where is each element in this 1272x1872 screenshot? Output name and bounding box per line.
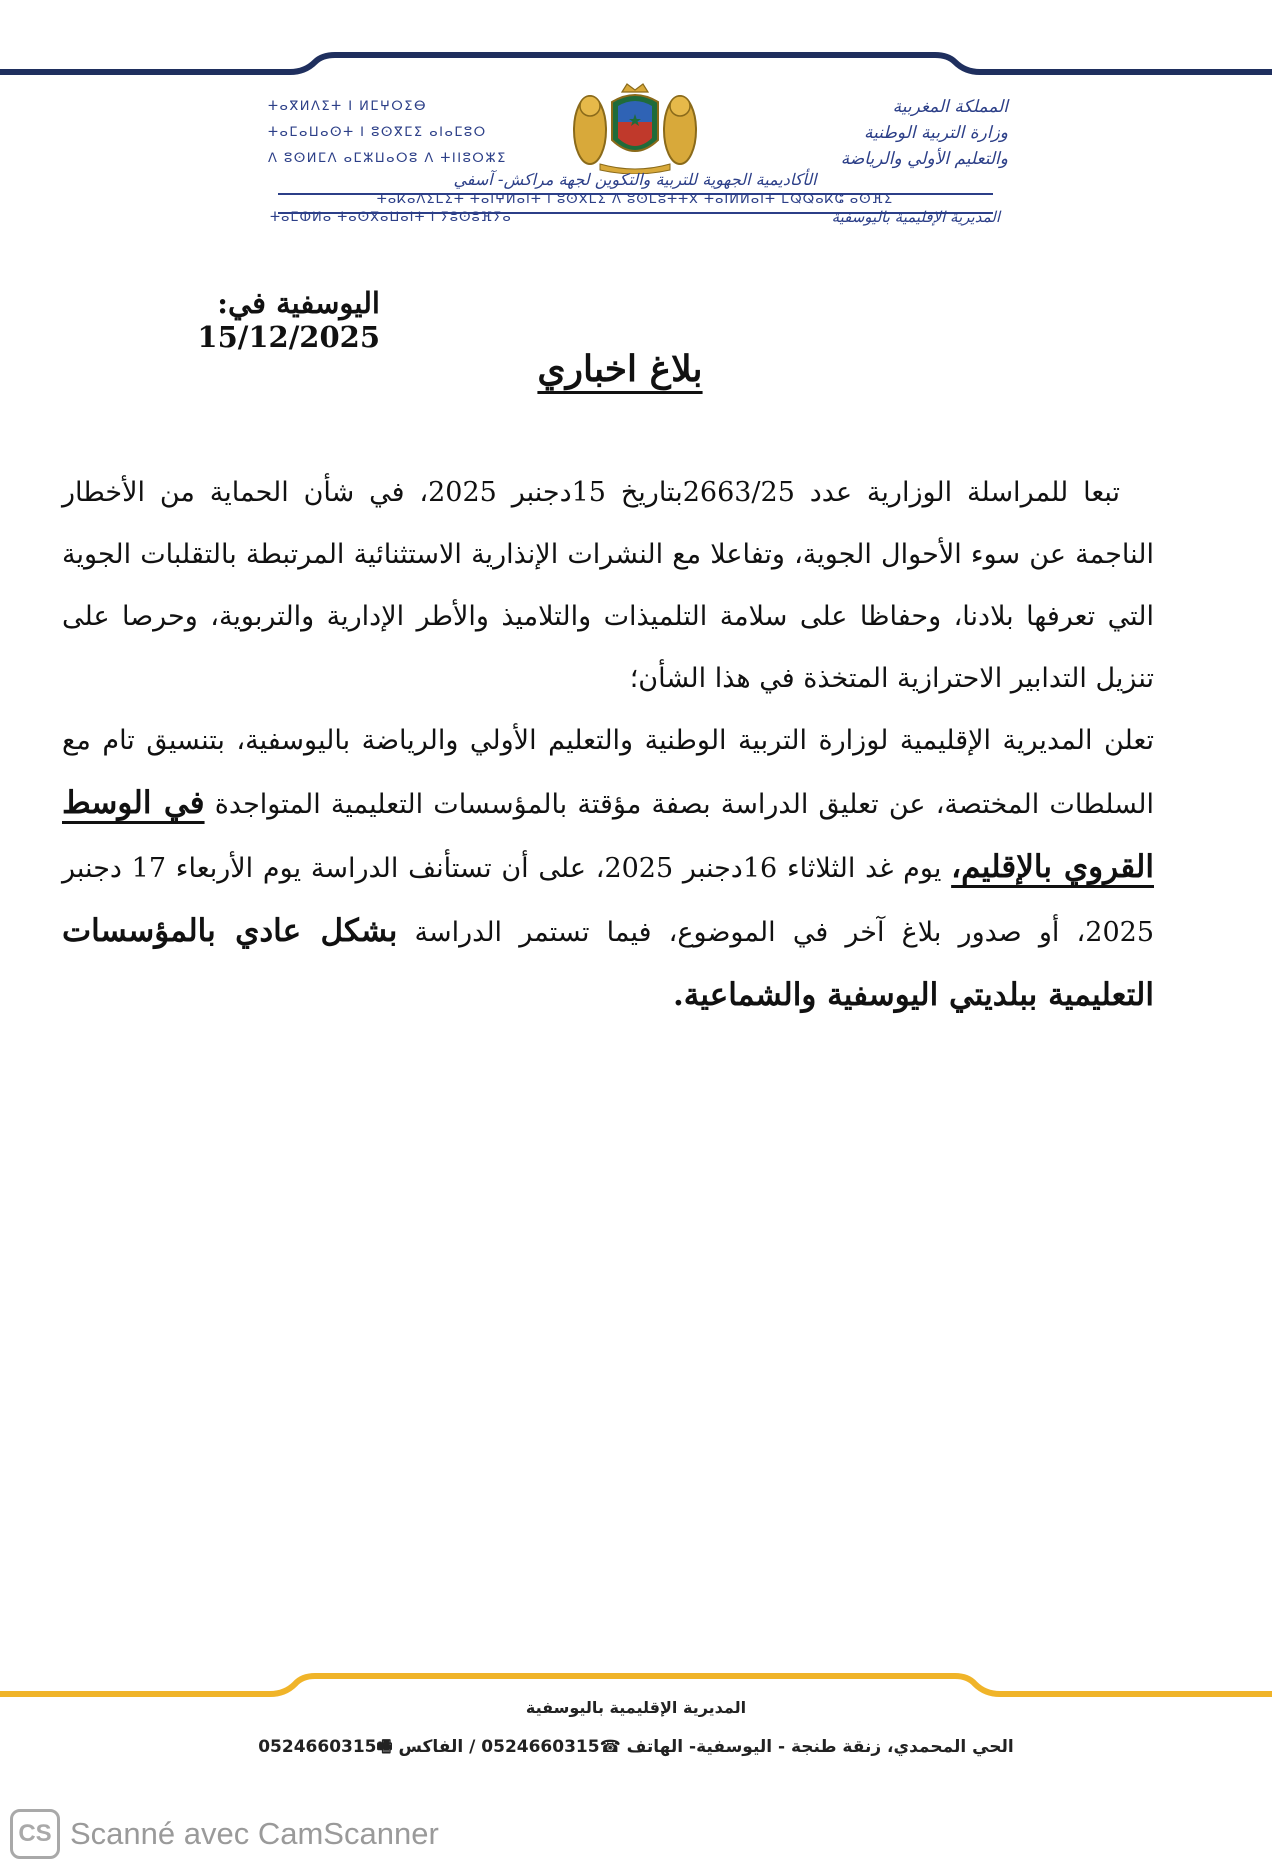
footer-contact: الحي المحمدي، زنقة طنجة - اليوسفية- الهاتف ☎0524660315 / الفاكس 🖷0524660315 [258, 1737, 1014, 1757]
header-band [0, 40, 1272, 80]
header-tifinagh-block [268, 94, 548, 172]
document-date: اليوسفية في: 15/12/2025 [197, 286, 380, 354]
header-kingdom-line: المملكة المغربية [892, 97, 1008, 117]
header-tifinagh-line: ⴷ ⵓⵙⵍⵎⴷ ⴰⵎⵣⵡⴰⵔⵓ ⴷ ⵜⵏⵏⵓⵔⵣⵉ [268, 151, 507, 166]
header-ministry-line-2: والتعليم الأولي والرياضة [840, 149, 1008, 169]
header-tifinagh-line: ⵜⴰⴳⵍⴷⵉⵜ ⵏ ⵍⵎⵖⵔⵉⴱ [268, 99, 428, 114]
header-academy-line: الأكاديمية الجهوية للتربية والتكوين لجهة مراكش- آسفي [453, 170, 817, 189]
body-paragraph-2 [62, 710, 1154, 1028]
footer-title: المديرية الإقليمية باليوسفية [525, 1698, 747, 1717]
header-arabic-block [726, 94, 1008, 172]
document-body [62, 462, 1154, 1028]
header-academy-tifinagh: ⵜⴰⴽⴰⴷⵉⵎⵉⵜ ⵜⴰⵏⵖⵍⴰⵏⵜ ⵏ ⵓⵙⴳⵎⵉ ⴷ ⵓⵙⵎⵓⵜⵜⴳ ⵜⴰⵏⵍⵍⴰⵏⵜ ⵎⵕⵕⴰⴽⵛ ⴰⵙⴼⵉ [376, 192, 894, 207]
scanner-watermark-text: Scanné avec CamScanner [70, 1816, 439, 1851]
header-directorate-row [270, 208, 1000, 226]
header-tifinagh-line: ⵜⴰⵎⴰⵡⴰⵙⵜ ⵏ ⵓⵙⴳⵎⵉ ⴰⵏⴰⵎⵓⵔ [268, 125, 487, 140]
normal-study-emphasis: بشكل عادي بالمؤسسات التعليمية ببلديتي اليوسفية والشماعية. [62, 913, 1154, 1013]
body-paragraph-1 [62, 462, 1154, 710]
body-paragraph-2-text-b: يوم غد الثلاثاء 16دجنبر 2025، على أن تستأنف الدراسة يوم الأربعاء 17 دجنبر 2025، أو صدور بلاغ آخر في الموضوع، فيما تستمر الدراسة [62, 853, 1154, 948]
header-ministry-line: وزارة التربية الوطنية [863, 123, 1008, 143]
header-directorate-tifinagh: ⵜⴰⵎⵀⵍⴰ ⵜⴰⵙⴳⴰⵡⴰⵏⵜ ⵏ ⵢⵓⵙⵓⴼⵢⴰ [270, 209, 512, 225]
rural-area-emphasis: في الوسط القروي بالإقليم، [62, 785, 1154, 885]
header-directorate-line: المديرية الإقليمية باليوسفية [831, 208, 1000, 226]
body-paragraph-1-text: تبعا للمراسلة الوزارية عدد 2663/25بتاريخ 15دجنبر 2025، في شأن الحماية من الأخطار الناجمة عن سوء الأحوال الجوية، وتفاعلا مع النشرات الإنذارية الاستثنائية المرتبطة بالتقلبات الجوية التي تعرفها بلادنا، وحفاظا على سلامة التلميذات والتلاميذ والأطر الإدارية والتربوية، وحرصا على تنزيل التدابير الاحترازية المتخذة في هذا الشأن؛ [62, 477, 1154, 694]
coat-of-arms-emblem [560, 82, 710, 174]
document-title: بلاغ اخباري [537, 348, 703, 390]
camscanner-logo-icon: CS [10, 1809, 60, 1859]
body-paragraph-2-text-a: تعلن المديرية الإقليمية لوزارة التربية الوطنية والتعليم الأولي والرياضة باليوسفية، بتنسيق تام مع السلطات المختصة، عن تعليق الدراسة بصفة مؤقتة بالمؤسسات التعليمية المتواجدة [62, 725, 1154, 820]
scanner-watermark [10, 1809, 439, 1859]
